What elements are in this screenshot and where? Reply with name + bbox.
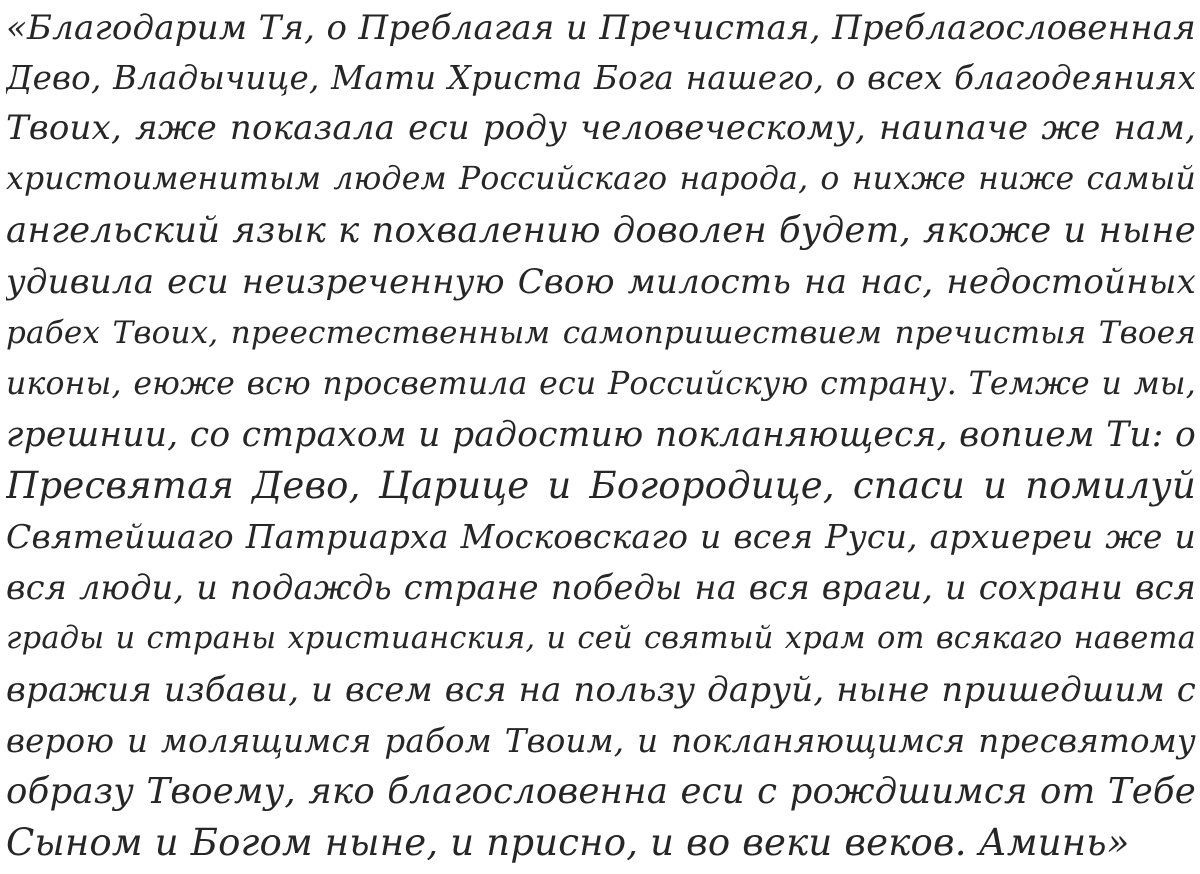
prayer-line-1: «Благодарим Тя, о Преблагая и Пречистая, Преблагословенная: [6, 8, 1196, 48]
prayer-line-14: вражия избави, и всем вся на пользу даруй, ныне пришедшим с: [6, 670, 1196, 710]
prayer-line-11: Святейшаго Патриарха Московскаго и всея Руси, архиереи же и: [6, 517, 1196, 556]
prayer-line-7: рабех Твоих, преестественным самопришествием пречистыя Твоея: [6, 315, 1196, 351]
prayer-line-9: грешнии, со страхом и радостию покланяющеся, вопием Ти: о: [6, 415, 1196, 455]
prayer-line-5: ангельский язык к похвалению доволен будет, якоже и ныне: [6, 210, 1196, 251]
prayer-line-10: Пресвятая Дево, Царице и Богородице, спаси и помилуй: [6, 464, 1196, 507]
prayer-line-16: образу Твоему, яко благословенна еси с рождшимся от Тебе: [6, 771, 1196, 812]
prayer-line-4: христоименитым людем Российскаго народа, о нихже ниже самый: [6, 161, 1196, 197]
prayer-line-12: вся люди, и подаждь стране победы на вся враги, и сохрани вся: [6, 568, 1196, 607]
prayer-line-17: Сыном и Богом ныне, и присно, и во веки веков. Аминь»: [6, 821, 1130, 864]
prayer-line-2: Дево, Владычице, Мати Христа Бога нашего, о всех благодеяниях: [6, 59, 1196, 97]
prayer-line-13: грады и страны христианския, и сей святый храм от всякаго навета: [6, 621, 1196, 656]
prayer-line-6: удивила еси неизреченную Свою милость на нас, недостойных: [6, 262, 1196, 302]
prayer-line-15: верою и молящимся рабом Твоим, и покланяющимся пресвятому: [6, 722, 1196, 760]
prayer-line-8: иконы, еюже всю просветила еси Российскую страну. Темже и мы,: [6, 366, 1196, 402]
prayer-line-3: Твоих, яже показала еси роду человеческому, наипаче же нам,: [6, 108, 1196, 148]
